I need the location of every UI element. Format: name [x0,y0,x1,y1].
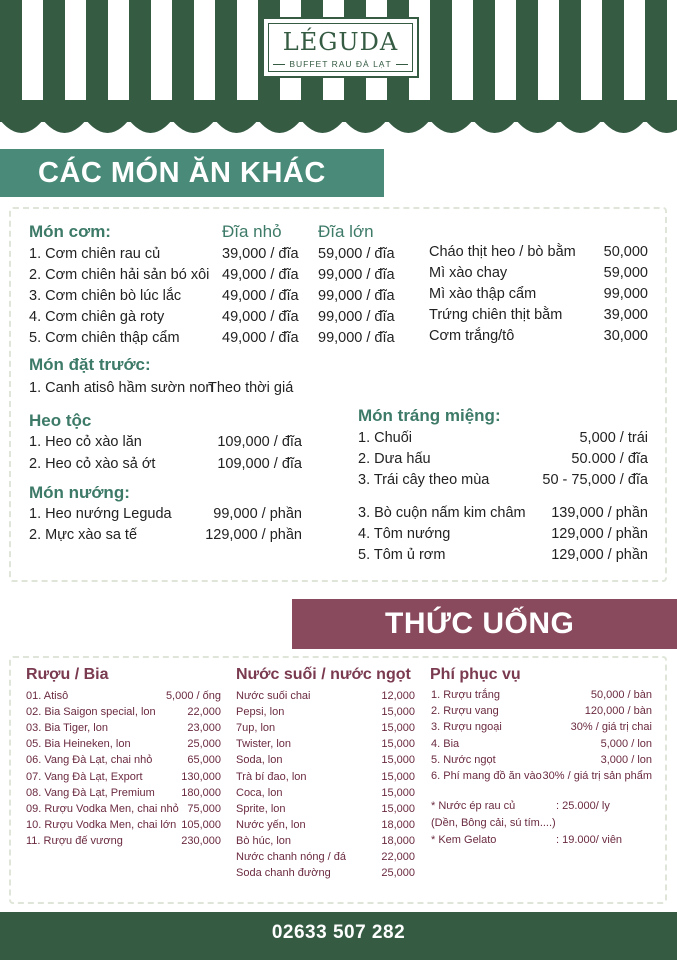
alcohol-item-price: 75,000 [187,802,221,815]
other-dish-price: 59,000 [603,265,648,281]
dessert-item-price: 50 - 75,000 / đĩa [542,472,648,488]
rice-item-name: 5. Cơm chiên thập cẩm [29,330,180,346]
awning-valance [0,100,677,122]
alcohol-heading: Rượu / Bia [26,666,109,683]
soft-drink-name: Sprite, lon [236,802,286,815]
footer-bar [0,912,677,960]
soft-drink-name: Pepsi, lon [236,706,285,719]
service-fee-price: 50,000 / bàn [590,689,652,701]
service-fee-name: 5. Nước ngọt [431,753,496,766]
section-title-other-dishes: CÁC MÓN ĂN KHÁC [0,149,384,197]
service-fee-price: 5,000 / lon [600,737,652,750]
rice-item-large-price: 99,000 / đĩa [318,267,395,283]
other-dish-name: Trứng chiên thịt bằm [429,307,563,323]
alcohol-item-name: 01. Atisô [26,690,69,702]
soft-drink-name: Nước suối chai [236,690,311,702]
soft-drink-price: 25,000 [381,867,415,880]
soft-drink-price: 15,000 [381,770,415,783]
rice-item-small-price: 49,000 / đĩa [222,267,299,283]
soft-drink-name: Coca, lon [236,786,283,799]
grilled-heading: Món nướng: [29,483,130,502]
note-name: * Nước ép rau củ [431,800,516,812]
soft-drink-price: 15,000 [381,706,415,719]
col-small-plate: Đĩa nhỏ [222,222,282,241]
soft-drink-price: 18,000 [381,834,415,847]
alcohol-item-price: 65,000 [187,754,221,767]
pork-item-price: 109,000 / đĩa [217,434,302,450]
note-value: : 19.000/ viên [556,834,623,846]
alcohol-item-price: 230,000 [181,834,221,847]
preorder-item-name: 1. Canh atisô hầm sườn non [29,380,214,396]
brand-logo [262,17,419,78]
service-fee-price: 3,000 / lon [600,753,652,766]
other-dish-name: Cháo thịt heo / bò bằm [429,244,576,260]
alcohol-item-name: 09. Rượu Vodka Men, chai nhỏ [26,802,179,815]
rice-item-small-price: 39,000 / đĩa [222,246,299,262]
alcohol-item-price: 23,000 [187,722,221,735]
alcohol-item-name: 06. Vang Đà Lạt, chai nhỏ [26,754,153,767]
awning-scallops [0,120,677,142]
grilled-item-name: 1. Heo nướng Leguda [29,506,172,522]
alcohol-item-price: 105,000 [181,818,221,831]
alcohol-item-price: 5,000 / ống [165,690,221,702]
soft-drink-name: Bò húc, lon [236,834,292,847]
alcohol-item-price: 25,000 [187,738,221,751]
rice-item-small-price: 49,000 / đĩa [222,309,299,325]
extra-dish-price: 129,000 / phần [551,526,648,542]
pork-item-price: 109,000 / đĩa [217,456,302,472]
pork-heading: Heo tộc [29,411,92,430]
grilled-item-price: 129,000 / phần [205,527,302,543]
preorder-heading: Món đặt trước: [29,355,151,374]
soft-drink-name: Trà bí đao, lon [236,770,307,783]
dessert-item-price: 5,000 / trái [579,430,648,446]
soft-drink-price: 15,000 [381,786,415,799]
service-fee-price: 30% / giá trị chai [570,721,652,734]
rice-item-large-price: 59,000 / đĩa [318,246,395,262]
alcohol-item-name: 11. Rượu đế vương [26,834,123,847]
pork-item-name: 1. Heo cỏ xào lăn [29,434,142,450]
dessert-item-name: 3. Trái cây theo mùa [358,472,490,488]
rice-item-name: 4. Cơm chiên gà roty [29,309,165,325]
col-large-plate: Đĩa lớn [318,222,374,241]
alcohol-item-price: 130,000 [181,770,221,783]
soft-drinks-heading: Nước suối / nước ngọt [236,666,411,683]
soft-drink-name: Soda, lon [236,754,283,767]
rice-item-name: 3. Cơm chiên bò lúc lắc [29,288,182,304]
grilled-item-price: 99,000 / phần [213,506,302,522]
brand-name: LÉGUDA [282,28,399,56]
service-fee-heading: Phí phục vụ [430,666,521,683]
service-fee-price: 30% / giá trị sản phẩm [542,770,652,782]
alcohol-item-price: 180,000 [181,786,221,799]
alcohol-item-name: 10. Rượu Vodka Men, chai lớn [26,818,177,831]
alcohol-item-name: 02. Bia Saigon special, lon [26,706,156,719]
other-dish-name: Cơm trắng/tô [429,328,515,344]
soft-drink-price: 18,000 [381,818,415,831]
service-fee-name: 2. Rượu vang [431,705,499,718]
soft-drink-name: Soda chanh đường [236,867,331,880]
extra-dish-name: 5. Tôm ủ rơm [358,547,446,563]
note-value: : 25.000/ ly [556,800,610,812]
soft-drink-price: 15,000 [381,754,415,767]
other-dish-price: 39,000 [603,307,648,323]
rice-item-small-price: 49,000 / đĩa [222,288,299,304]
other-dish-price: 99,000 [603,286,648,302]
service-fee-price: 120,000 / bàn [584,705,652,718]
soft-drink-price: 15,000 [381,722,415,735]
alcohol-item-name: 07. Vang Đà Lạt, Export [26,770,143,783]
other-dish-price: 50,000 [603,244,648,260]
brand-tagline: BUFFET RAU ĐÀ LẠT [264,59,417,69]
rice-item-large-price: 99,000 / đĩa [318,330,395,346]
pork-item-name: 2. Heo cỏ xào sả ớt [29,456,156,472]
dessert-item-name: 1. Chuối [358,430,413,446]
rice-item-name: 2. Cơm chiên hải sản bó xôi [29,267,210,283]
service-fee-name: 1. Rượu trắng [431,689,500,701]
soft-drink-name: Nước yến, lon [236,818,306,831]
service-fee-name: 6. Phí mang đồ ăn vào [431,770,542,782]
soft-drink-name: 7up, lon [236,722,276,735]
rice-heading: Món cơm: [29,222,111,241]
note-name: * Kem Gelato [431,834,497,846]
soft-drink-price: 15,000 [381,802,415,815]
alcohol-item-price: 22,000 [187,706,221,719]
service-fee-name: 3. Rượu ngoại [431,721,502,734]
preorder-item-price: Theo thời giá [208,380,294,396]
soft-drink-name: Nước chanh nóng / đá [236,851,346,863]
phone-number[interactable]: 02633 507 282 [271,922,406,943]
service-fee-name: 4. Bia [431,737,460,750]
soft-drink-price: 22,000 [381,851,415,863]
other-dish-price: 30,000 [603,328,648,344]
rice-item-small-price: 49,000 / đĩa [222,330,299,346]
soft-drink-price: 12,000 [381,690,415,702]
grilled-item-name: 2. Mực xào sa tế [29,527,138,543]
note-name: (Dền, Bông cải, sú tím....) [431,817,556,829]
dessert-heading: Món tráng miệng: [358,406,501,425]
other-dish-name: Mì xào thập cẩm [429,286,537,302]
rice-item-large-price: 99,000 / đĩa [318,288,395,304]
extra-dish-name: 3. Bò cuộn nấm kim châm [358,505,526,521]
extra-dish-name: 4. Tôm nướng [358,526,451,542]
soft-drink-price: 15,000 [381,738,415,751]
soft-drink-name: Twister, lon [236,738,292,751]
rice-item-large-price: 99,000 / đĩa [318,309,395,325]
dessert-item-price: 50.000 / đĩa [571,451,648,467]
rice-item-name: 1. Cơm chiên rau củ [29,246,161,262]
alcohol-item-name: 08. Vang Đà Lạt, Premium [26,786,155,799]
other-dish-name: Mì xào chay [429,265,508,281]
dessert-item-name: 2. Dưa hấu [358,451,431,467]
alcohol-item-name: 03. Bia Tiger, lon [26,722,108,735]
section-title-drinks: THỨC UỐNG [292,599,677,649]
extra-dish-price: 139,000 / phần [551,505,648,521]
alcohol-item-name: 05. Bia Heineken, lon [26,738,131,751]
extra-dish-price: 129,000 / phần [551,547,648,563]
